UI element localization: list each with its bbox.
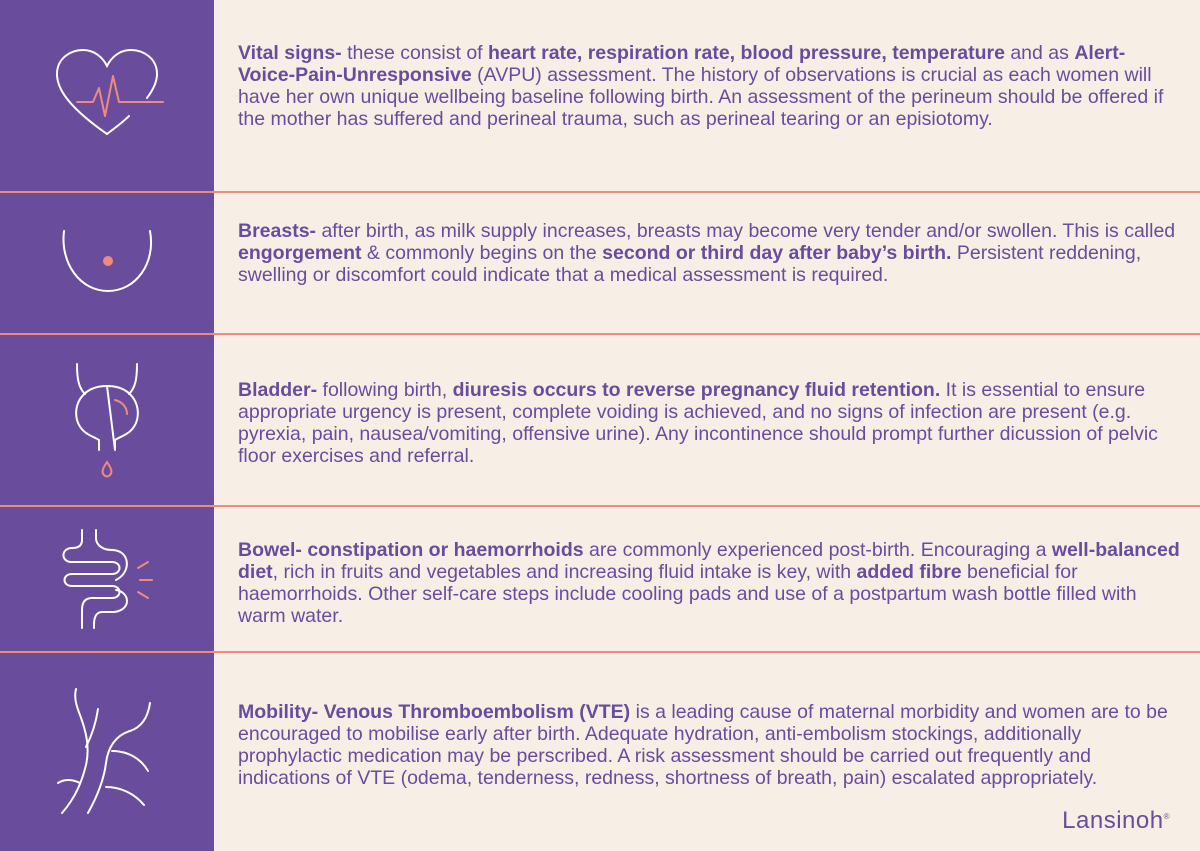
bladder-icon <box>0 335 214 505</box>
text-run: these consist of <box>341 42 488 64</box>
section-text <box>238 220 1182 286</box>
section-title: Breasts- <box>238 220 317 242</box>
section-mobility <box>0 653 1200 851</box>
bold-run: heart rate, respiration rate, blood pressure, temperature <box>488 42 1005 64</box>
logo-text: Lansinoh <box>1062 807 1164 834</box>
text-run: , rich in fruits and vegetables and increasing fluid intake is key, with <box>272 561 857 583</box>
bold-run: engorgement <box>238 242 362 264</box>
section-title: Bladder- <box>238 379 318 401</box>
text-run: beneficial for haemorrhoids. Other self-care steps include cooling pads and use of a postpartum wash bottle filled with warm water. <box>238 561 1137 627</box>
registered-mark: ® <box>1163 812 1170 821</box>
veins-icon <box>0 653 214 851</box>
section-breasts <box>0 193 1200 333</box>
section-text <box>238 539 1182 627</box>
section-bowel <box>0 507 1200 651</box>
bold-run: diuresis occurs to reverse pregnancy fluid retention. <box>452 379 941 401</box>
section-text <box>238 379 1182 467</box>
text-run: Persistent reddening, swelling or discomfort could indicate that a medical assessment is required. <box>238 242 1142 286</box>
bold-run: second or third day after baby’s birth. <box>602 242 952 264</box>
text-run: (AVPU) assessment. The history of observations is crucial as each women will have her own unique wellbeing baseline following birth. An assessment of the perineum should be offered if the mother has suffered and perineal trauma, such as perineal tearing or an episiotomy. <box>238 64 1164 130</box>
bold-run: Alert-Voice-Pain-Unresponsive <box>238 42 1126 86</box>
breast-icon <box>0 193 214 333</box>
section-title: Mobility- Venous Thromboembolism (VTE) <box>238 701 631 723</box>
section-vital-signs <box>0 0 1200 192</box>
text-run: are commonly experienced post-birth. Encouraging a <box>583 539 1052 561</box>
bowel-icon <box>0 507 214 651</box>
text-run: following birth, <box>317 379 453 401</box>
section-text <box>238 42 1182 130</box>
section-text <box>238 701 1182 789</box>
text-run: and as <box>1004 42 1075 64</box>
lansinoh-logo <box>1062 807 1170 835</box>
section-title: Vital signs- <box>238 42 342 64</box>
text-run: & commonly begins on the <box>361 242 603 264</box>
section-title: Bowel- constipation or haemorrhoids <box>238 539 584 561</box>
bold-run: well-balanced diet <box>238 539 1180 583</box>
text-run: is a leading cause of maternal morbidity and women are to be encouraged to mobilise early after birth. Adequate hydration, anti-embolism stockings, additionally prophylactic medication may be perscribed. A risk assessment should be carried out frequently and indications of VTE (odema, tenderness, redness, shortness of breath, pain) escalated appropriately. <box>238 701 1168 789</box>
heart-rate-icon <box>0 0 214 192</box>
bold-run: added fibre <box>856 561 962 583</box>
text-run: It is essential to ensure appropriate urgency is present, complete voiding is achieved, and no signs of infection are present (e.g. pyrexia, pain, nausea/vomiting, offensive urine). Any incontinence should prompt further dicussion of pelvic floor exercises and referral. <box>238 379 1158 467</box>
section-bladder <box>0 335 1200 505</box>
text-run: after birth, as milk supply increases, breasts may become very tender and/or swollen. This is called <box>316 220 1176 242</box>
